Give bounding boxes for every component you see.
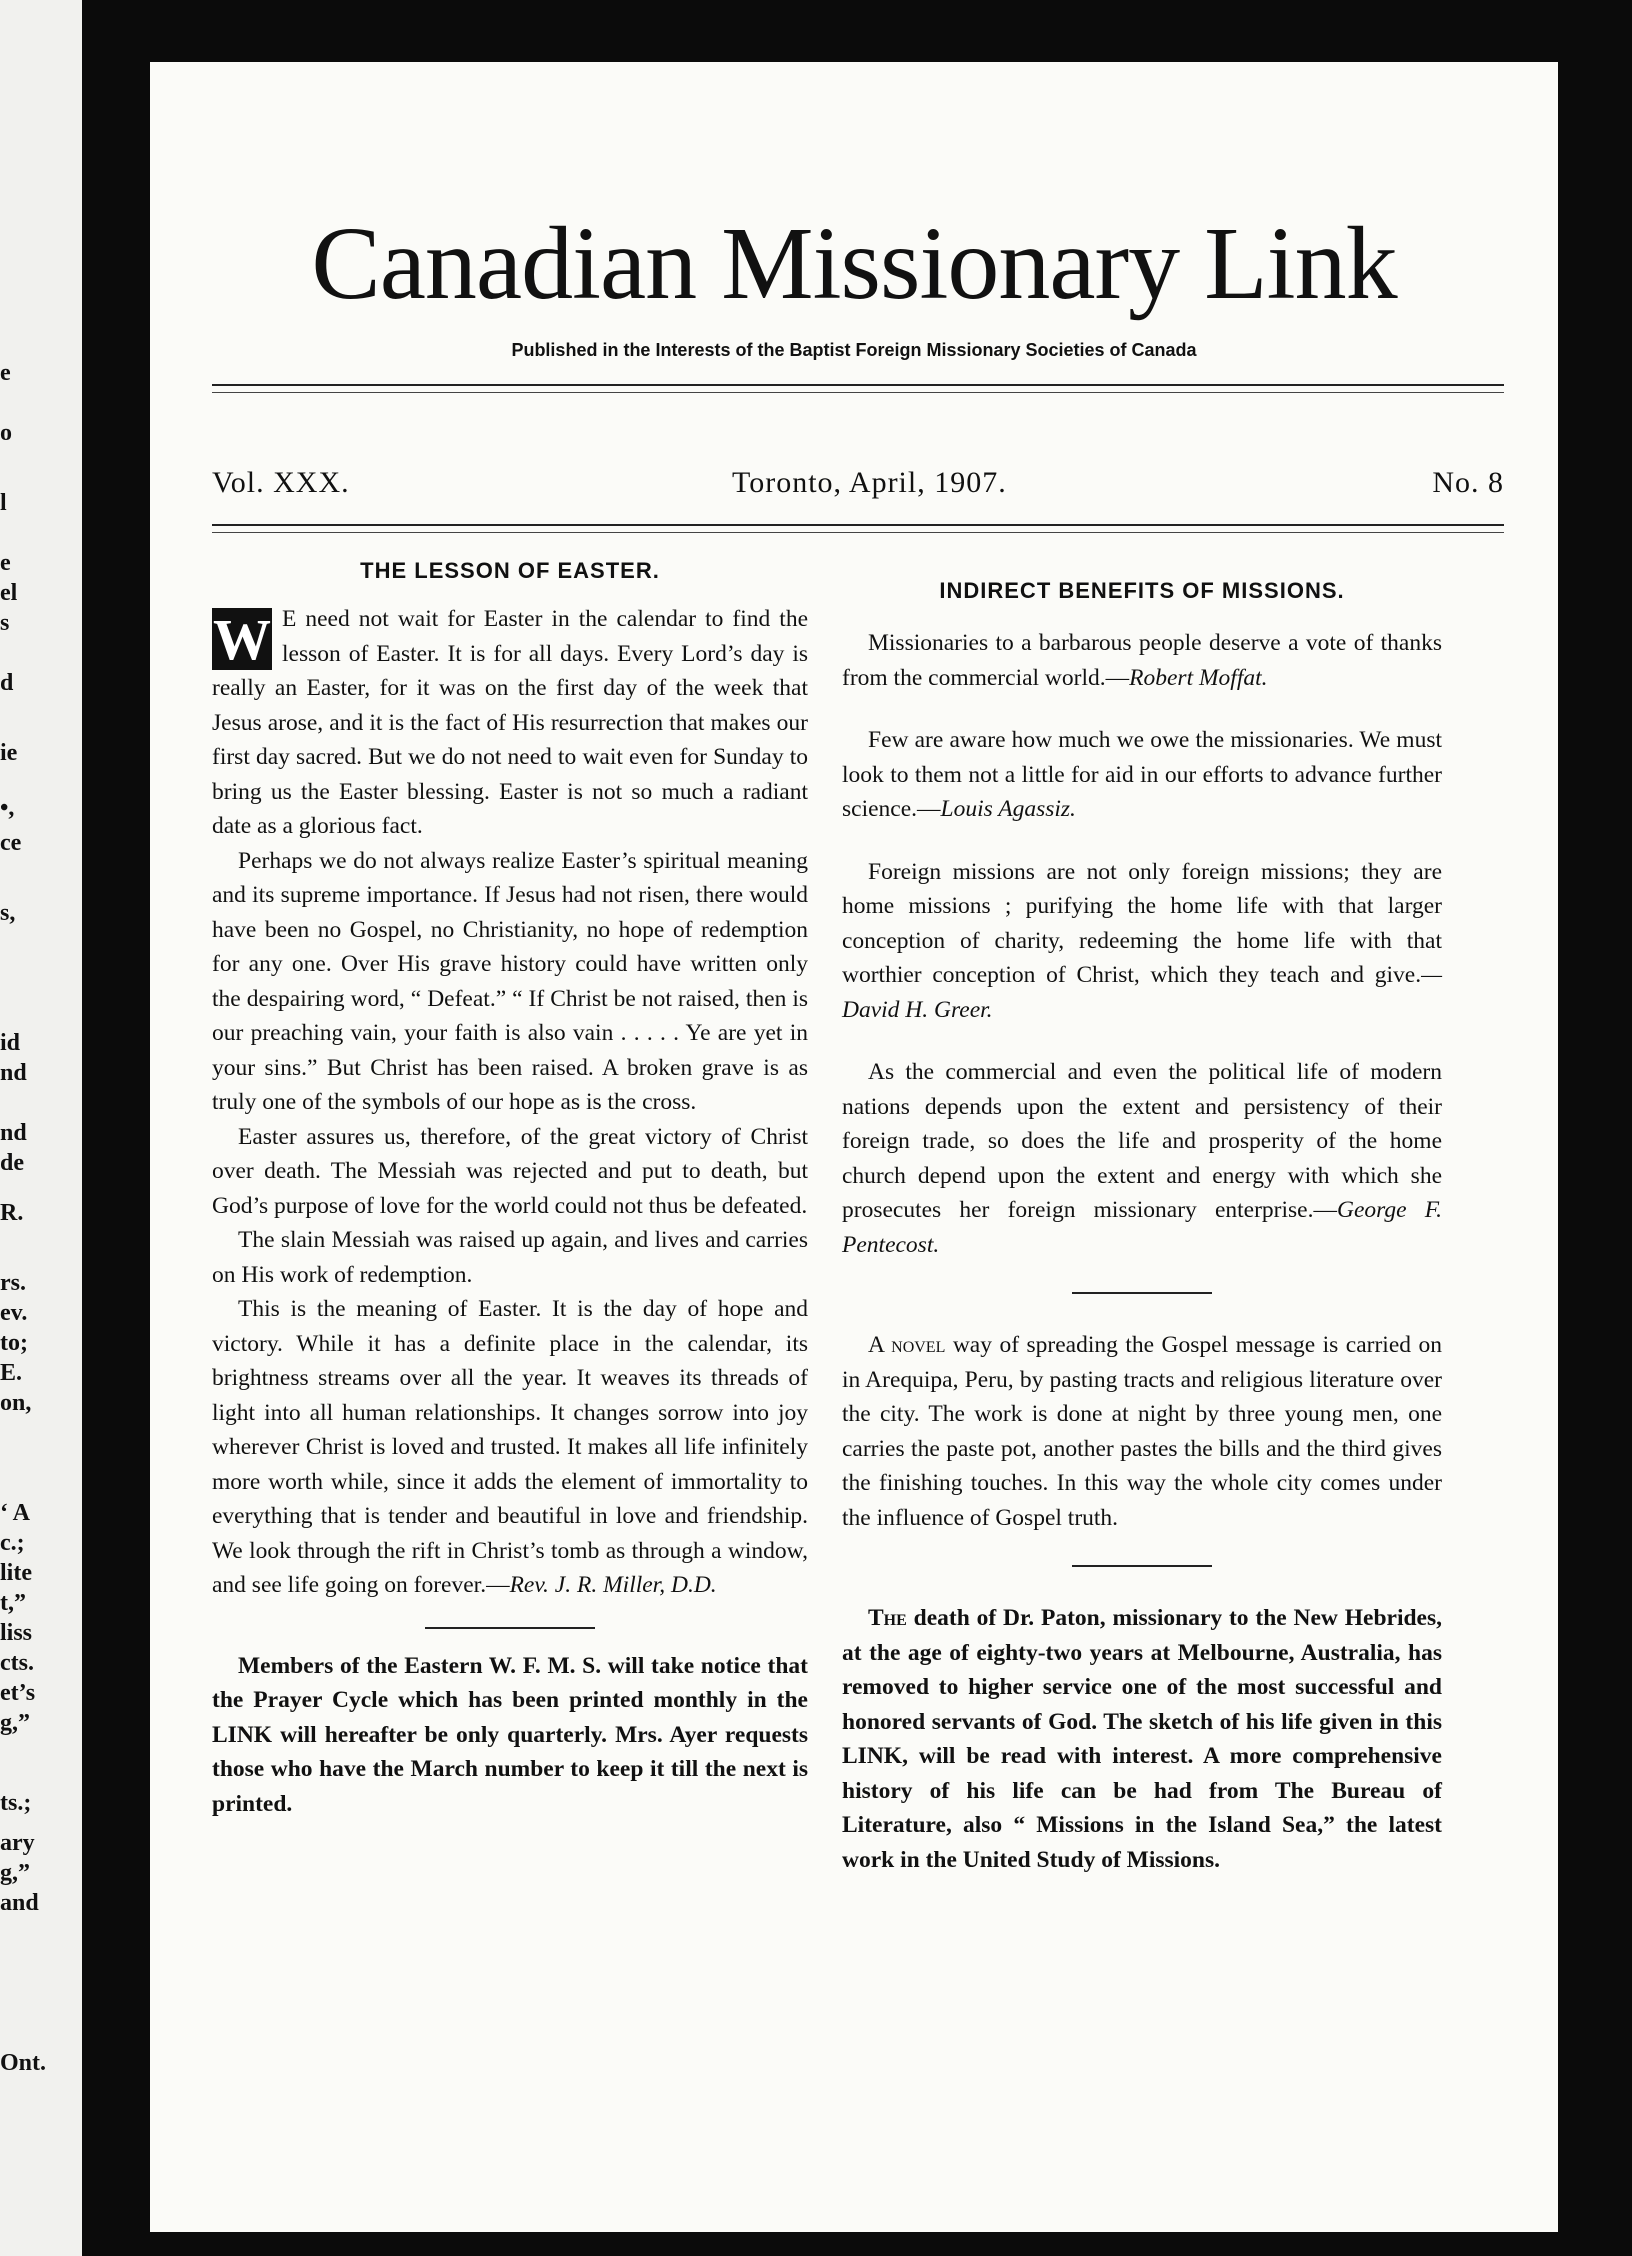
section-divider [1072, 1565, 1212, 1567]
margin-fragment: R. [0, 1200, 24, 1226]
easter-paragraph: The slain Messiah was raised up again, and lives and carries on His work of redemption. [212, 1227, 808, 1288]
margin-fragment: ‘ A [0, 1500, 30, 1526]
left-column [212, 556, 808, 1821]
margin-fragment: et’s [0, 1680, 36, 1706]
easter-paragraph: Easter assures us, therefore, of the great victory of Christ over death. The Messiah was rejected and put to death, but God’s purpose of love for the world could not thus be defeated. [212, 1123, 808, 1219]
margin-fragment: s [0, 610, 10, 636]
margin-fragment: g,” [0, 1860, 30, 1886]
margin-fragment: rs. [0, 1270, 26, 1296]
margin-fragment: nd [0, 1120, 27, 1146]
easter-attribution: Rev. J. R. Miller, D.D. [509, 1572, 717, 1598]
margin-fragment: ts.; [0, 1790, 32, 1816]
rule-top-thin [212, 392, 1504, 393]
article-heading-missions: INDIRECT BENEFITS OF MISSIONS. [939, 578, 1345, 603]
right-column [842, 556, 1442, 1877]
easter-paragraph: Perhaps we do not always realize Easter’s spiritual meaning and its supreme importance. If Jesus had not risen, there would have been no Gospel, no Christianity, no hope of redemption for any one. Over His grave history could have written only the despairing word, “ Defeat.” “ If Christ be not raised, then is our preaching vain, your faith is also vain . . . . . Ye are yet in your sins.” But Christ has been raised. A broken grave is as truly one of the symbols of our hope as is the cross. [212, 847, 808, 1115]
margin-fragment: o [0, 420, 12, 446]
quote-author: Robert Moffat. [1129, 664, 1268, 691]
margin-fragment: c.; [0, 1530, 25, 1556]
issue-line [212, 466, 1504, 506]
rule-bottom-thin [212, 532, 1504, 533]
margin-fragment: on, [0, 1390, 32, 1416]
margin-fragment: ary [0, 1830, 35, 1856]
margin-fragment: •, [0, 795, 15, 821]
rule-bottom [212, 524, 1504, 526]
margin-fragment: lite [0, 1560, 32, 1586]
margin-fragment: ie [0, 740, 18, 766]
rule-top [212, 384, 1504, 386]
margin-fragment: s, [0, 900, 16, 926]
margin-fragment: d [0, 670, 14, 696]
margin-fragment: nd [0, 1060, 27, 1086]
drop-cap: W [213, 607, 271, 672]
newspaper-page [150, 62, 1558, 2232]
masthead-subtitle: Published in the Interests of the Baptist Foreign Missionary Societies of Canada [511, 340, 1197, 360]
margin-fragment: cts. [0, 1650, 34, 1676]
section-divider [1072, 1292, 1212, 1294]
margin-fragment: t,” [0, 1590, 26, 1616]
margin-fragment: g,” [0, 1710, 30, 1736]
volume-number: Vol. XXX. [212, 466, 350, 499]
margin-fragment: e [0, 360, 11, 386]
quote-author: George F. Pentecost. [842, 1197, 1442, 1258]
place-date: Toronto, April, 1907. [732, 466, 1007, 499]
adjacent-page-edge [0, 0, 82, 2256]
paton-item: The death of Dr. Paton, missionary to the New Hebrides, at the age of eighty-two years at Melbourne, Australia, has removed to higher service one of the most successful and honored servants of God. The sketch of his life given in this LINK, will be read with interest. A more comprehensive history of his life can be had from The Bureau of Literature, also “ Missions in the Island Sea,” the latest work in the United Study of Missions. [842, 1605, 1442, 1873]
margin-fragment: ce [0, 830, 22, 856]
missions-quote: Few are aware how much we owe the missionaries. We must look to them not a little for aid in our efforts to advance further science.—Louis Agassiz. [842, 727, 1442, 822]
margin-fragment: id [0, 1030, 21, 1056]
margin-fragment: el [0, 580, 18, 606]
easter-paragraph: This is the meaning of Easter. It is the day of hope and victory. While it has a definite place in the calendar, its brightness streams over all the year. It weaves its threads of light into all human relationships. It changes sorrow into joy wherever Christ is loved and trusted. It makes all life infinitely more worth while, since it adds the element of immortality to everything that is tender and beautiful in love and friendship. We look through the rift in Christ’s tomb as through a window, and see life going on forever.—Rev. J. R. Miller, D.D. [212, 1296, 808, 1598]
margin-fragment: liss [0, 1620, 33, 1646]
margin-fragment: Ont. [0, 2050, 47, 2076]
article-heading-easter: THE LESSON OF EASTER. [360, 558, 660, 583]
margin-fragment: ev. [0, 1300, 28, 1326]
margin-fragment: l [0, 490, 7, 516]
missions-quote: Foreign missions are not only foreign missions; they are home missions ; purifying the home life with that larger conception of charity, redeeming the home life with that worthier conception of Christ, which they teach and give.—David H. Greer. [842, 858, 1442, 1023]
margin-fragment: and [0, 1890, 39, 1916]
quote-author: Louis Agassiz. [940, 796, 1076, 822]
easter-paragraph: W E need not wait for Easter in the calendar to find the lesson of Easter. It is for all days. Every Lord’s day is really an Easter, for it was on the first day of the week that Jesus arose, and it is the fact of His resurrection that makes our first day sacred. But we do not need to wait even for Sunday to bring us the Easter blessing. Easter is not so much a radiant date as a glorious fact. [212, 606, 808, 839]
missions-quote: Missionaries to a barbarous people deserve a vote of thanks from the commercial world.—Robert Moffat. [842, 630, 1442, 691]
section-divider [425, 1627, 595, 1629]
margin-fragment: to; [0, 1330, 28, 1356]
missions-quote: As the commercial and even the political life of modern nations depends upon the extent and persistency of their foreign trade, so does the life and prosperity of the home church depend upon the extent and energy with which she prosecutes her foreign missionary enterprise.—George F. Pentecost. [842, 1059, 1442, 1258]
prayer-cycle-notice: Members of the Eastern W. F. M. S. will take notice that the Prayer Cycle which has been printed monthly in the LINK will hereafter be only quarterly. Mrs. Ayer requests those who have the March number to keep it till the next is printed. [212, 1652, 808, 1817]
issue-number: No. 8 [1432, 466, 1504, 499]
margin-fragment: e [0, 550, 11, 576]
masthead-title: Canadian Missionary Link [311, 206, 1397, 321]
quote-author: —David H. Greer. [842, 962, 1442, 1023]
margin-fragment: E. [0, 1360, 23, 1386]
arequipa-item: A novel way of spreading the Gospel message is carried on in Arequipa, Peru, by pasting tracts and religious literature over the city. The work is done at night by three young men, one carries the paste pot, another pastes the bills and the third gives the finishing touches. In this way the whole city comes under the influence of Gospel truth. [842, 1332, 1442, 1531]
margin-fragment: de [0, 1150, 24, 1176]
